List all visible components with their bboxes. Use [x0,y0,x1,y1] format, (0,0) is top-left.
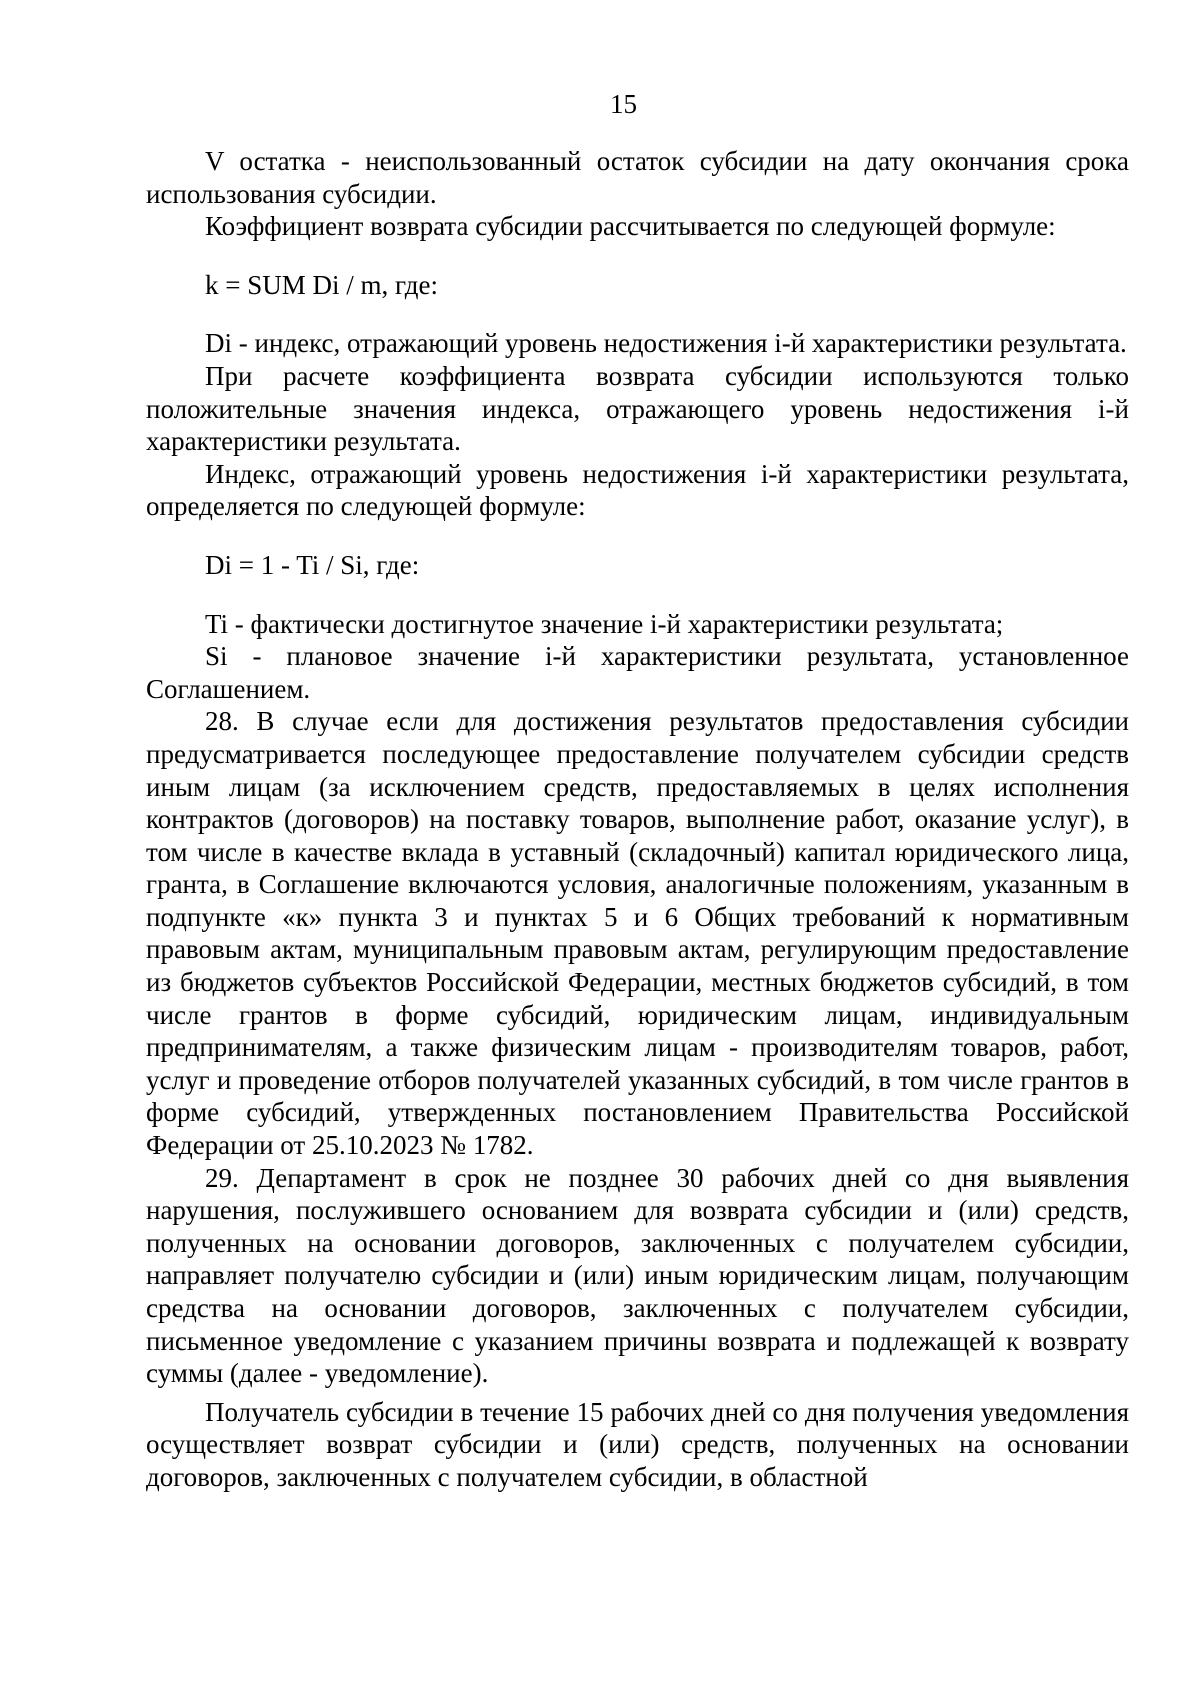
paragraph-clause-29: 29. Департамент в срок не позднее 30 рабочих дней со дня выявления нарушения, послужившего основанием для возврата субсидии и (или) средств, полученных на основании договоров, заключенных с получателем субсидии, направляет получателю субсидии и (или) иным юридическим лицам, получающим средства на основании договоров, заключенных с получателем субсидии, письменное уведомление с указанием причины возврата и подлежащей к возврату суммы (далее - уведомление). [146,1162,1129,1389]
document-body [146,145,1129,1494]
paragraph-clause-28: 28. В случае если для достижения результатов предоставления субсидии предусматривается последующее предоставление получателем субсидии средств иным лицам (за исключением средств, предоставляемых в целях исполнения контрактов (договоров) на поставку товаров, выполнение работ, оказание услуг), в том числе в качестве вклада в уставный (складочный) капитал юридического лица, гранта, в Соглашение включаются условия, аналогичные положениям, указанным в подпункте «к» пункта 3 и пунктах 5 и 6 Общих требований к нормативным правовым актам, муниципальным правовым актам, регулирующим предоставление из бюджетов субъектов Российской Федерации, местных бюджетов субсидий, в том числе грантов в форме субсидий, юридическим лицам, индивидуальным предпринимателям, а также физическим лицам - производителям товаров, работ, услуг и проведение отборов получателей указанных субсидий, в том числе грантов в форме субсидий, утвержденных постановлением Правительства Российской Федерации от 25.10.2023 № 1782. [146,706,1129,1161]
page-number: 15 [610,89,637,119]
paragraph-ti-definition: Ti - фактически достигнутое значение i-й характеристики результата; [205,608,1004,639]
formula-k: k = SUM Di / m, где: [205,269,438,300]
formula-di: Di = 1 - Ti / Si, где: [205,549,420,580]
paragraph-di-definition: Di - индекс, отражающий уровень недостижения i-й характеристики результата. [205,328,1127,359]
paragraph-remainder-definition: V остатка - неиспользованный остаток субсидии на дату окончания срока использования субсидии. [146,146,1129,209]
paragraph-coefficient-intro: Коэффициент возврата субсидии рассчитывается по следующей формуле: [205,211,1056,242]
paragraph-positive-values: При расчете коэффициента возврата субсидии используются только положительные значения индекса, отражающего уровень недостижения i-й характеристики результата. [146,360,1129,457]
paragraph-si-definition: Si - плановое значение i-й характеристики результата, установленное Соглашением. [146,641,1129,704]
paragraph-return-procedure: Получатель субсидии в течение 15 рабочих дней со дня получения уведомления осуществляет возврат субсидии и (или) средств, полученных на основании договоров, заключенных с получателем субсидии, в областной [146,1396,1129,1492]
paragraph-index-intro: Индекс, отражающий уровень недостижения i-й характеристики результата, определяется по следующей формуле: [146,458,1129,522]
